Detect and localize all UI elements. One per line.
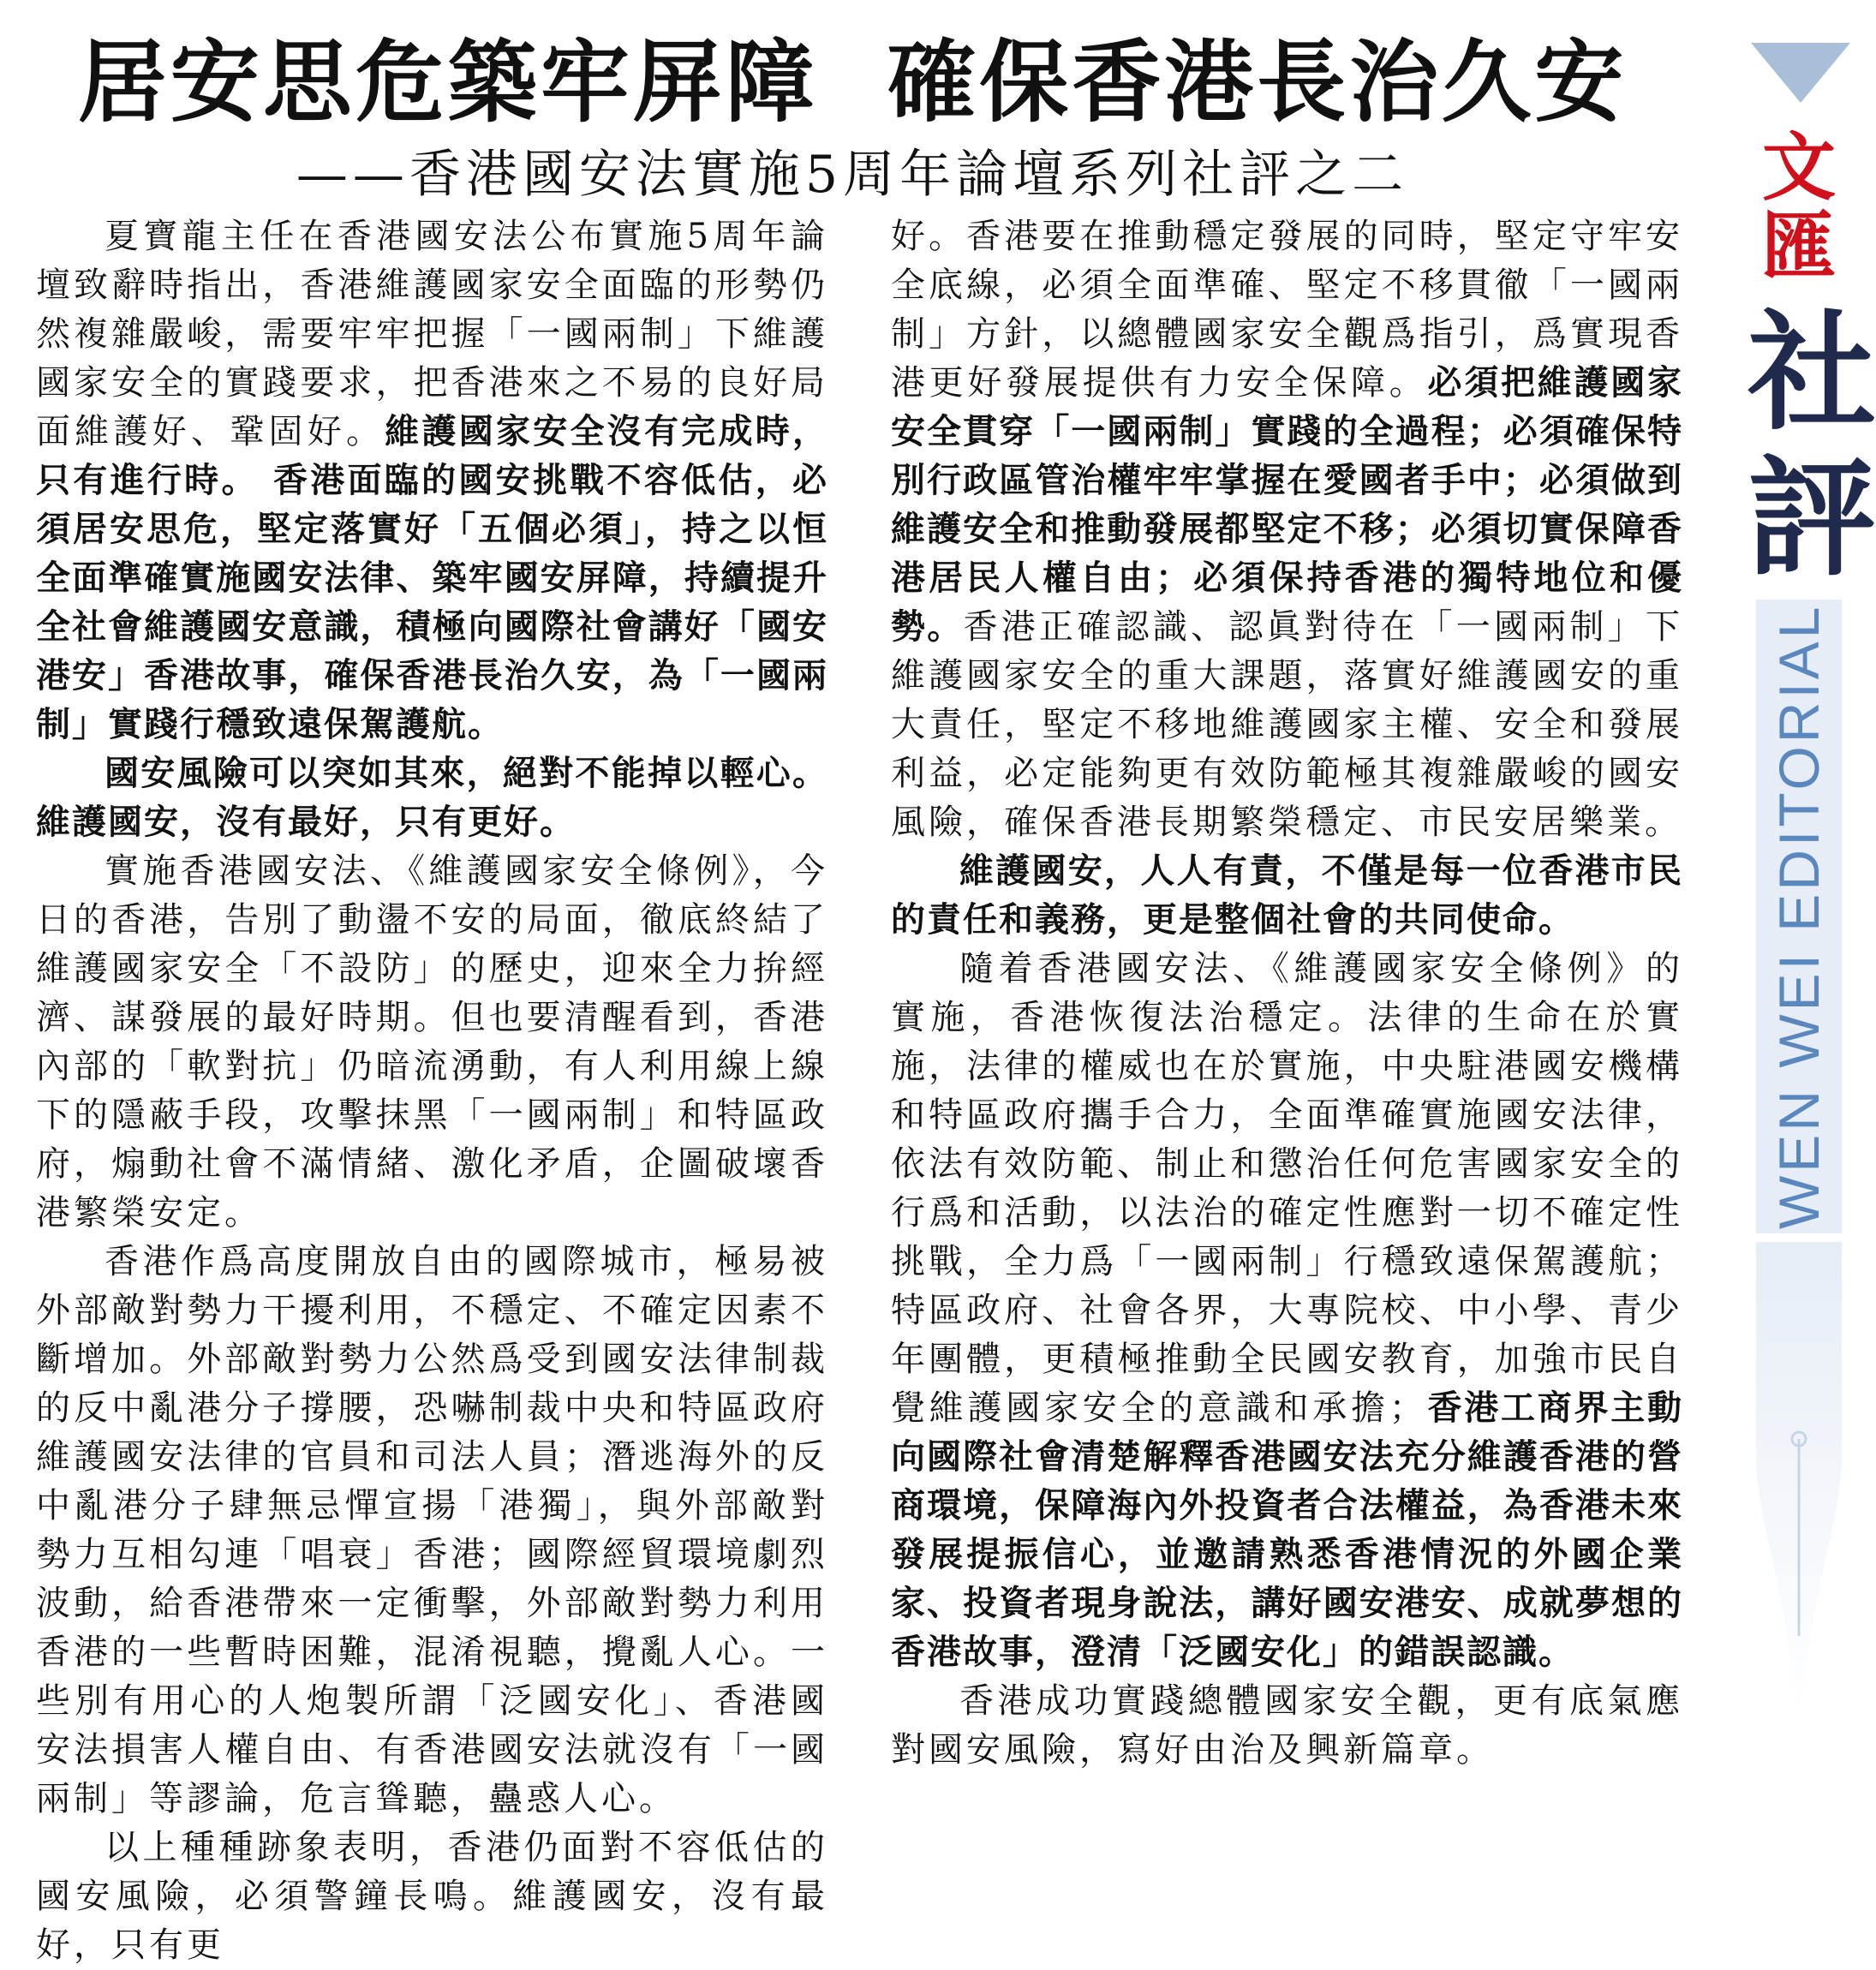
paragraph-text: 夏寶龍主任在香港國安法公布實施5周年論壇致辭時指出，香港維護國家安全面臨的形勢仍然複雜嚴峻，需要牢牢把握「一國兩制」下維護國家安全的實踐要求，把香港來之不易的良好局面維護好、鞏固好。 [36, 217, 828, 451]
brand-char: 匯 [1762, 203, 1836, 290]
paragraph-bold-text: 國安風險可以突如其來，絕對不能掉以輕心。維護國安，沒有最好，只有更好。 [36, 754, 828, 842]
headline: 居安思危築牢屏障 確保香港長治久安 [77, 29, 1628, 134]
paragraph-bold-text: 維護國安，人人有責，不僅是每一位香港市民的責任和義務，更是整個社會的共同使命。 [891, 851, 1683, 940]
fountain-pen-icon [1756, 1242, 1842, 1722]
article-paragraph [36, 212, 828, 749]
article-paragraph [891, 212, 1683, 847]
section-title [1748, 297, 1876, 594]
article-paragraph [891, 847, 1683, 945]
brand-char: 文 [1762, 124, 1836, 211]
paragraph-text: 香港成功實踐總體國家安全觀，更有底氣應對國安風險，寫好由治及興新篇章。 [891, 1681, 1683, 1770]
section-char: 評 [1748, 443, 1876, 594]
article-paragraph [36, 1824, 828, 1970]
paragraph-bold-text: 維護國家安全沒有完成時，只有進行時。 香港面臨的國安挑戰不容低估，必須居安思危，堅定落實好「五個必須」，持之以恒全面準確實施國安法律、築牢國安屏障，持續提升全社會維護國安意識，積極向國際社會講好「國安港安」香港故事，確保香港長治久安，為「一國兩制」實踐行穩致遠保駕護航。 [36, 412, 828, 744]
paragraph-bold-text: 香港工商界主動向國際社會清楚解釋香港國安法充分維護香港的營商環境，保障海內外投資者合法權益，為香港未來發展提振信心，並邀請熟悉香港情況的外國企業家、投資者現身說法，講好國安港安、成就夢想的香港故事，澄清「泛國安化」的錯誤認識。 [891, 1388, 1683, 1672]
article-paragraph [36, 1238, 828, 1824]
article-paragraph [891, 945, 1683, 1677]
paragraph-text: 實施香港國安法、《維護國家安全條例》，今日的香港，告別了動盪不安的局面，徹底終結了維護國家安全「不設防」的歷史，迎來全力拚經濟、謀發展的最好時期。但也要清醒看到，香港內部的「軟對抗」仍暗流湧動，有人利用線上線下的隱蔽手段，攻擊抹黑「一國兩制」和特區政府，煽動社會不滿情緒、激化矛盾，企圖破壞香港繁榮安定。 [36, 851, 828, 1233]
article-paragraph [36, 749, 828, 847]
paragraph-bold-text: 必須把維護國家安全貫穿「一國兩制」實踐的全過程；必須確保特別行政區管治權牢牢掌握在愛國者手中；必須做到維護安全和推動發展都堅定不移；必須切實保障香港居民人權自由；必須保持香港的獨特地位和優勢。 [891, 363, 1683, 647]
brand-logo [1748, 124, 1850, 290]
paragraph-text: 香港正確認識、認眞對待在「一國兩制」下維護國家安全的重大課題，落實好維護國安的重大責任，堅定不移地維護國家主權、安全和發展利益，必定能夠更有效防範極其複雜嚴峻的國安風險，確保香港長期繁榮穩定、市民安居樂業。 [891, 607, 1683, 842]
editorial-sidebar [1748, 34, 1876, 1747]
article-column-left [36, 212, 828, 1965]
article-paragraph [891, 1677, 1683, 1775]
article-column-right [891, 212, 1683, 1780]
paragraph-text: 隨着香港國安法、《維護國家安全條例》的實施，香港恢復法治穩定。法律的生命在於實施，法律的權威也在於實施，中央駐港國安機構和特區政府攜手合力，全面準確實施國安法律，依法有效防範、制止和懲治任何危害國家安全的行爲和活動，以法治的確定性應對一切不確定性挑戰，全力爲「一國兩制」行穩致遠保駕護航；特區政府、社會各界，大專院校、中小學、青少年團體，更積極推動全民國安教育，加強市民自覺維護國家安全的意識和承擔； [891, 949, 1683, 1428]
triangle-marker-icon [1751, 43, 1850, 103]
section-char: 社 [1748, 297, 1876, 448]
subheadline: ——香港國安法實施5周年論壇系列社評之二 [296, 145, 1409, 205]
paragraph-text: 好。香港要在推動穩定發展的同時，堅定守牢安全底線，必須全面準確、堅定不移貫徹「一國兩制」方針，以總體國家安全觀爲指引，爲實現香港更好發展提供有力安全保障。 [891, 217, 1683, 403]
english-section-label: WEN WEI EDITORIAL [1767, 603, 1831, 1230]
paragraph-text: 香港作爲高度開放自由的國際城市，極易被外部敵對勢力干擾利用，不穩定、不確定因素不斷增加。外部敵對勢力公然爲受到國安法律制裁的反中亂港分子撐腰，恐嚇制裁中央和特區政府維護國安法律的官員和司法人員；潛逃海外的反中亂港分子肆無忌憚宣揚「港獨」，與外部敵對勢力互相勾連「唱衰」香港；國際經貿環境劇烈波動，給香港帶來一定衝擊，外部敵對勢力利用香港的一些暫時困難，混淆視聽，攪亂人心。一些別有用心的人炮製所謂「泛國安化」、香港國安法損害人權自由、有香港國安法就沒有「一國兩制」等謬論，危言聳聽，蠱惑人心。 [36, 1242, 828, 1818]
paragraph-text: 以上種種跡象表明，香港仍面對不容低估的國安風險，必須警鐘長鳴。維護國安，沒有最好，只有更 [36, 1828, 828, 1965]
article-paragraph [36, 847, 828, 1238]
